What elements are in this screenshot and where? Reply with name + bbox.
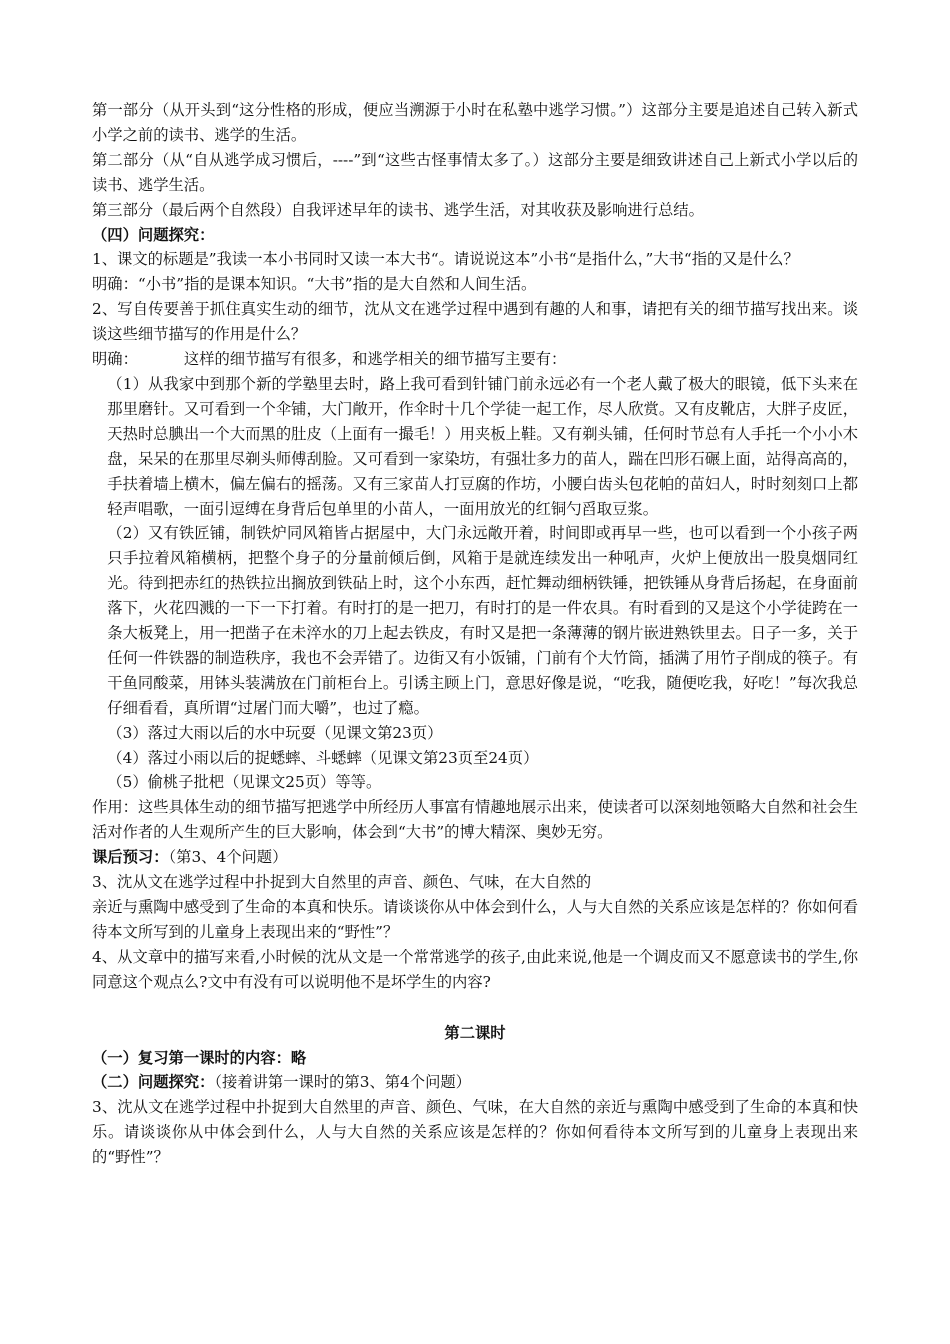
effect-paragraph: 作用：这些具体生动的细节描写把逃学中所经历人事富有情趣地展示出来，使读者可以深刻地领略大自然和社会生活对作者的人生观所产生的巨大影响，体会到“大书”的博大精深、奥妙无穷。 xyxy=(92,798,858,842)
lesson-2-title: 第二课时 xyxy=(444,1023,506,1042)
structure-part-2: 第二部分（从“自从逃学成习惯后，----”到“这些古怪事情太多了。）这部分主要是细致讲述自己上新式小学以后的读书、逃学生活。 xyxy=(92,150,858,194)
question-3-repeat: 3、沈从文在逃学过程中扑捉到大自然里的声音、颜色、气味，在大自然的亲近与熏陶中感受到了生命的本真和快乐。请谈谈你从中体会到什么，人与大自然的关系应该是怎样的？你如何看待本文所写到的儿童身上表现出来的“野性”？ xyxy=(92,1098,858,1167)
structure-part-3: 第三部分（最后两个自然段）自我评述早年的读书、逃学生活，对其收获及影响进行总结。 xyxy=(92,200,704,219)
detail-1: （1）从我家中到那个新的学塾里去时，路上我可看到针铺门前永远必有一个老人戴了极大的眼镜，低下头来在那里磨针。又可看到一个伞铺，大门敞开，作伞时十几个学徒一起工作，尽人欣赏。又有皮靴店，大胖子皮匠，天热时总腆出一个大而黑的肚皮（上面有一撮毛！）用夹板上鞋。又有剃头铺，任何时节总有人手托一个小小木盘，呆呆的在那里尽剃头师傅刮脸。又可看到一家染坊，有强壮多力的苗人，踹在凹形石碾上面，站得高高的，手扶着墙上横木，偏左偏右的摇荡。又有三家苗人打豆腐的作坊，小腰白齿头包花帕的苗妇人，时时刻刻口上都轻声唱歌，一面引逗缚在身背后包单里的小苗人，一面用放光的红铜勺舀取豆浆。 xyxy=(107,374,858,518)
answer-2-text: 这样的细节描写有很多，和逃学相关的细节描写主要有： xyxy=(183,350,567,369)
question-2: 2、写自传要善于抓住真实生动的细节，沈从文在逃学过程中遇到有趣的人和事，请把有关的细节描写找出来。谈谈这些细节描写的作用是什么？ xyxy=(92,300,858,344)
structure-part-1: 第一部分（从开头到“这分性格的形成，便应当溯源于小时在私塾中逃学习惯。”）这部分主要是追述自己转入新式小学之前的读书、逃学的生活。 xyxy=(92,101,858,144)
question-1: 1、课文的标题是”我读一本小书同时又读一本大书“。请说说这本”小书“是指什么，”大书“指的又是什么？ xyxy=(92,250,799,269)
review-heading: （一）复习第一课时的内容：略 xyxy=(92,1048,307,1067)
preview-label: 课后预习： xyxy=(92,848,169,867)
preview-text: （第3、4个问题） xyxy=(168,848,288,867)
section-heading-inquiry: （四）问题探究： xyxy=(92,225,215,244)
detail-4: （4）落过小雨以后的捉蟋蟀、斗蟋蟀（见课文第23页至24页） xyxy=(107,748,539,767)
answer-1: 明确：“小书”指的是课本知识。“大书”指的是大自然和人间生活。 xyxy=(92,275,537,294)
question-3-line-2: 亲近与熏陶中感受到了生命的本真和快乐。请谈谈你从中体会到什么，人与大自然的关系应该是怎样的？你如何看待本文所写到的儿童身上表现出来的“野性”？ xyxy=(92,898,858,941)
preview-heading xyxy=(92,845,858,870)
question-3-line-1: 3、沈从文在逃学过程中扑捉到大自然里的声音、颜色、气味，在大自然的 xyxy=(92,873,592,892)
spacer xyxy=(92,995,858,1021)
question-4: 4、从文章中的描写来看,小时候的沈从文是一个常常逃学的孩子,由此来说,他是一个调皮而又不愿意读书的学生,你同意这个观点么?文中有没有可以说明他不是坏学生的内容? xyxy=(92,947,858,991)
answer-2 xyxy=(92,347,858,372)
answer-2-label: 明确： xyxy=(92,350,138,369)
explore-heading xyxy=(92,1070,858,1095)
explore-label: （二）问题探究： xyxy=(92,1073,215,1092)
detail-5: （5）偷桃子批杷（见课文25页）等等。 xyxy=(107,773,382,792)
detail-3: （3）落过大雨以后的水中玩耍（见课文第23页） xyxy=(107,723,443,742)
detail-2: （2）又有铁匠铺，制铁炉同风箱皆占据屋中，大门永远敞开着，时间即或再早一些，也可以看到一个小孩子两只手拉着风箱横柄，把整个身子的分量前倾后倒，风箱于是就连续发出一种吼声，火炉上便放出一股臭烟同红光。待到把赤红的热铁拉出搁放到铁砧上时，这个小东西，赶忙舞动细柄铁锤，把铁锤从身背后扬起，在身面前落下，火花四溅的一下一下打着。有时打的是一把刀，有时打的是一件农具。有时看到的又是这个小学徒跨在一条大板凳上，用一把凿子在未淬水的刀上起去铁皮，有时又是把一条薄薄的钢片嵌进熟铁里去。日子一多，关于任何一件铁器的制造秩序，我也不会弄错了。边街又有小饭铺，门前有个大竹筒，插满了用竹子削成的筷子。有干鱼同酸菜，用钵头装满放在门前柜台上。引诱主顾上门，意思好像是说，“吃我，随便吃我，好吃！”每次我总仔细看看，真所谓“过屠门而大嚼”，也过了瘾。 xyxy=(107,524,858,717)
explore-text: （接着讲第一课时的第3、第4个问题） xyxy=(214,1073,471,1092)
